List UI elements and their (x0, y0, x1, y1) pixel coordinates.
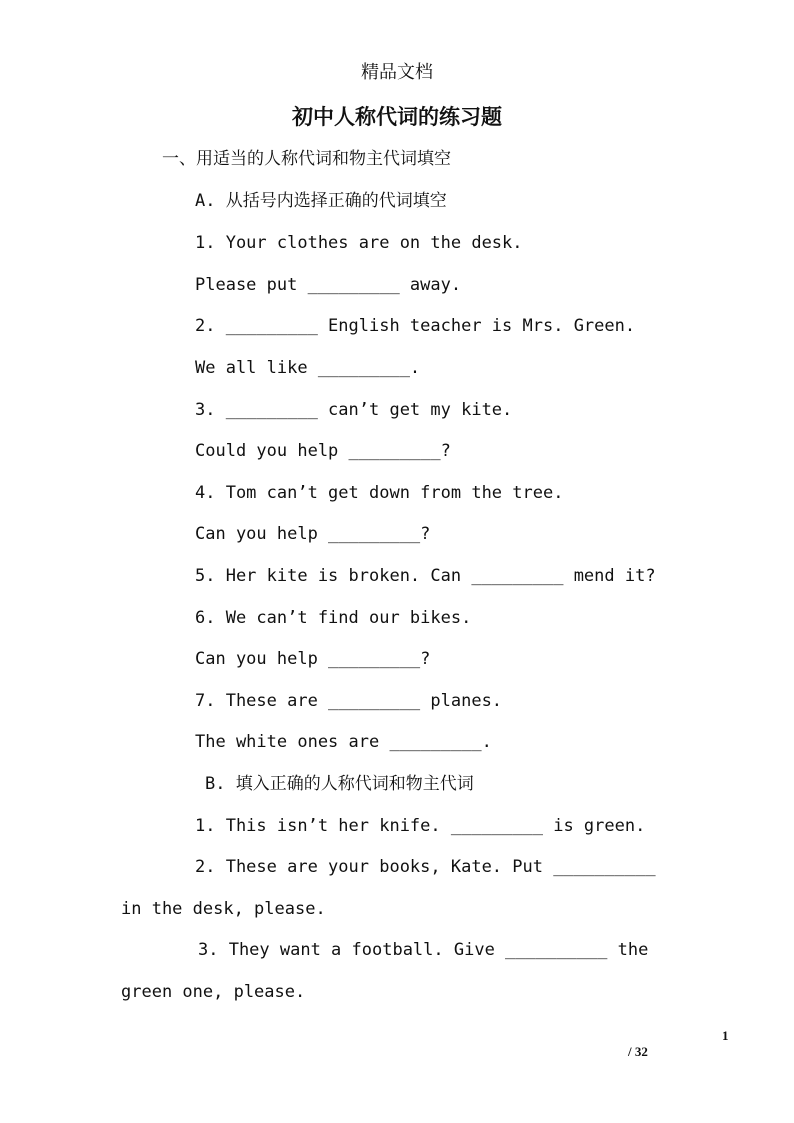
page-title: 初中人称代词的练习题 (292, 104, 502, 129)
exercise-line: 1. This isn’t her knife. _________ is green. (195, 816, 646, 836)
exercise-line: Can you help _________? (195, 649, 431, 669)
page-number: 1 (722, 1028, 729, 1043)
exercise-line: The white ones are _________. (195, 732, 492, 752)
exercise-line: We all like _________. (195, 358, 421, 378)
section-heading: 一、用适当的人称代词和物主代词填空 (162, 149, 451, 169)
exercise-line: 1. Your clothes are on the desk. (195, 233, 523, 253)
exercise-line: 5. Her kite is broken. Can _________ mend it? (195, 566, 656, 586)
exercise-line: green one, please. (121, 982, 306, 1002)
exercise-line: Can you help _________? (195, 524, 431, 544)
exercise-line: 3. They want a football. Give __________ the (198, 940, 649, 960)
exercise-line: 2. These are your books, Kate. Put __________ (195, 857, 656, 877)
exercise-line: 6. We can’t find our bikes. (195, 608, 472, 628)
part-a-heading: A. 从括号内选择正确的代词填空 (195, 191, 447, 211)
page-header: 精品文档 (361, 62, 433, 83)
exercise-line: 2. _________ English teacher is Mrs. Green. (195, 316, 636, 336)
exercise-line: Could you help _________? (195, 441, 451, 461)
exercise-line: Please put _________ away. (195, 275, 462, 295)
exercise-line: 3. _________ can’t get my kite. (195, 400, 513, 420)
part-b-heading: B. 填入正确的人称代词和物主代词 (205, 774, 474, 794)
exercise-line: 4. Tom can’t get down from the tree. (195, 483, 564, 503)
exercise-line: 7. These are _________ planes. (195, 691, 503, 711)
exercise-line: in the desk, please. (121, 899, 326, 919)
page-total: / 32 (628, 1044, 648, 1059)
